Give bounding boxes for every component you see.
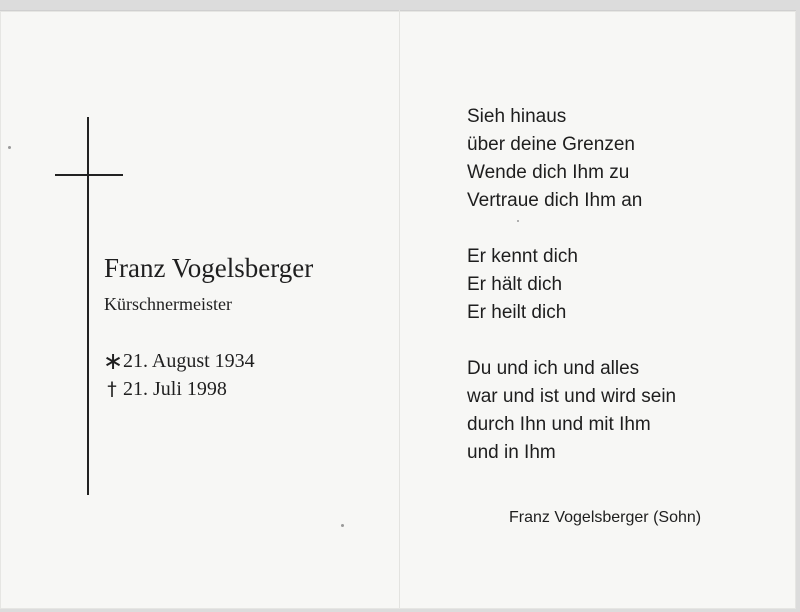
poem-line: Er heilt dich <box>467 302 567 323</box>
poem-line: war und ist und wird sein <box>467 386 677 407</box>
life-dates <box>103 345 255 403</box>
poem-line: Vertraue dich Ihm an <box>467 190 643 211</box>
poem-line: und in Ihm <box>467 442 556 463</box>
poem-stanza-2 <box>467 243 676 327</box>
paper-speck <box>517 220 519 222</box>
cross-icon-horizontal <box>55 174 123 176</box>
paper-speck <box>8 146 11 149</box>
poem <box>467 103 676 495</box>
poem-line: durch Ihn und mit Ihm <box>467 414 651 435</box>
paper-speck <box>341 524 344 527</box>
poem-stanza-1 <box>467 103 676 215</box>
poem-line: Er hält dich <box>467 274 563 295</box>
poem-line: Sieh hinaus <box>467 106 567 127</box>
death-row <box>103 375 255 403</box>
poem-line: Du und ich und alles <box>467 358 640 379</box>
poem-author: Franz Vogelsberger (Sohn) <box>509 509 702 526</box>
poem-line: Er kennt dich <box>467 246 578 267</box>
poem-line: Wende dich Ihm zu <box>467 162 630 183</box>
death-date: 21. Juli 1998 <box>123 378 227 400</box>
deceased-name: Franz Vogelsberger <box>104 253 314 283</box>
birth-date: 21. August 1934 <box>123 350 255 372</box>
poem-line: über deine Grenzen <box>467 134 635 155</box>
death-cross-icon: † <box>107 378 117 400</box>
birth-row <box>103 345 255 375</box>
poem-stanza-3 <box>467 355 676 467</box>
profession: Kürschnermeister <box>104 294 232 314</box>
bleed-through-left <box>300 100 370 210</box>
card-fold-line <box>399 10 400 608</box>
birth-star-icon: ∗ <box>103 347 124 375</box>
